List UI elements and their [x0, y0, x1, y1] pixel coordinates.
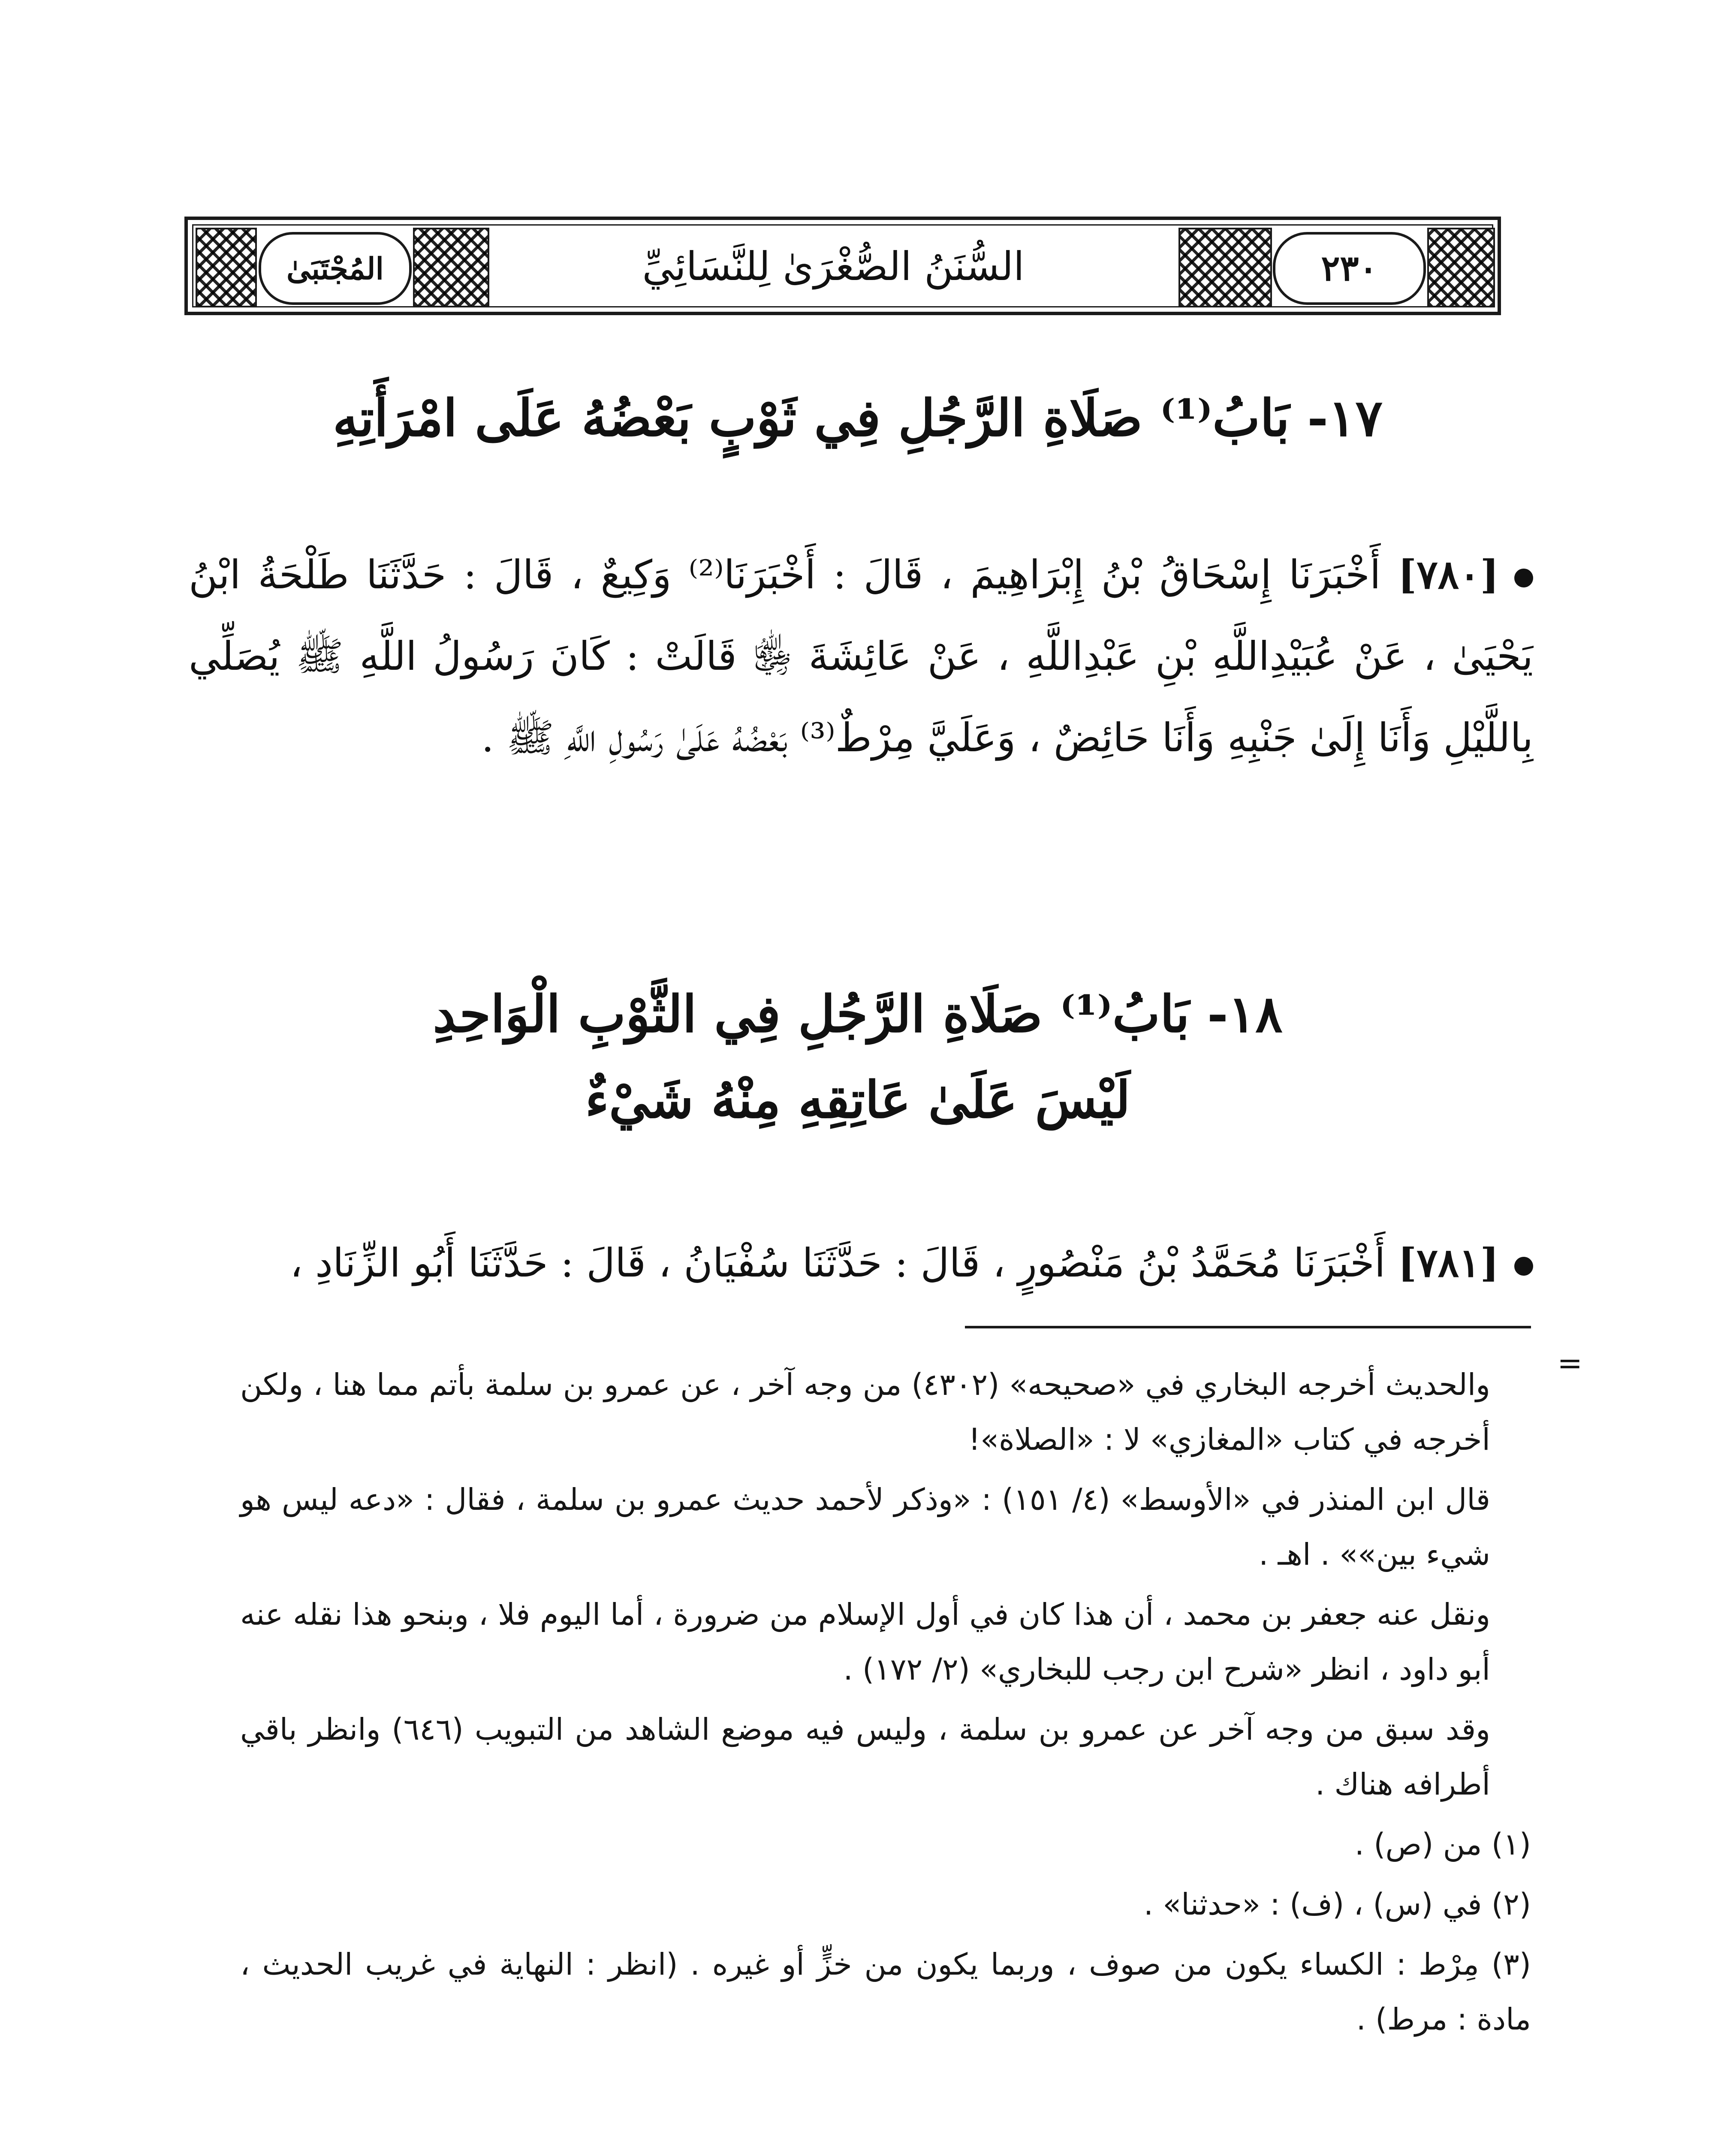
footnotes: [240, 1346, 1582, 2052]
footnote-paragraph: ونقل عنه جعفر بن محمد ، أن هذا كان في أول الإسلام من ضرورة ، أما اليوم فلا ، وبنحو هذا نقله عنه أبو داود ، انظر «شرح ابن رجب للبخاري» (٢/ ١٧٢) .: [240, 1597, 1490, 1687]
footnote-1: (١) من (ص) .: [1354, 1827, 1531, 1862]
hadith-780: [189, 534, 1533, 779]
running-title: السُّنَنُ الصُّغْرَىٰ لِلنَّسَائِيِّ: [642, 243, 1025, 289]
book-label-cartouche: [259, 232, 412, 305]
page-number-cartouche: [1273, 232, 1426, 305]
footnote-paragraph: والحديث أخرجه البخاري في «صحيحه» (٤٣٠٢) من وجه آخر ، عن عمرو بن سلمة بأتم مما هنا ، ولكن أخرجه في كتاب «المغازي» لا : «الصلاة»!: [240, 1367, 1490, 1457]
page-number: ٢٣٠: [1321, 248, 1378, 289]
hadith-text: أَخْبَرَنَا مُحَمَّدُ بْنُ مَنْصُورٍ ، قَالَ : حَدَّثَنَا سُفْيَانُ ، قَالَ : حَدَّثَنَا أَبُو الزِّنَادِ ،: [290, 1240, 1386, 1286]
chapter-heading-18-line1: ١٨- بَابُ⁽¹⁾ صَلَاةِ الرَّجُلِ فِي الثَّوْبِ الْوَاحِدِ: [433, 984, 1283, 1044]
ornament-left: [196, 228, 257, 307]
hadith-number: [٧٨٠]: [1398, 551, 1499, 598]
footnote-3: (٣) مِرْط : الكساء يكون من صوف ، وربما يكون من خزٍّ أو غيره . (انظر : النهاية في غريب الحديث ، مادة : مرط) .: [240, 1947, 1531, 2037]
footnote-divider: [965, 1326, 1531, 1328]
bullet-icon: [1514, 1257, 1533, 1276]
hadith-number: [٧٨١]: [1398, 1240, 1499, 1286]
continuation-mark: =: [1557, 1346, 1582, 1381]
footnote-paragraph: قال ابن المنذر في «الأوسط» (٤/ ١٥١) : «وذكر لأحمد حديث عمرو بن سلمة ، فقال : «دعه ليس هو شيء بين»» . اهـ .: [240, 1482, 1491, 1572]
bullet-icon: [1514, 569, 1533, 587]
ornament-right: [1427, 228, 1495, 307]
page-header: [184, 217, 1501, 315]
chapter-heading-18: [129, 971, 1587, 1143]
hadith-text: أَخْبَرَنَا إِسْحَاقُ بْنُ إِبْرَاهِيمَ ، قَالَ : أَخْبَرَنَا⁽²⁾ وَكِيعٌ ، قَالَ : حَدَّثَنَا طَلْحَةُ ابْنُ يَحْيَىٰ ، عَنْ عُبَيْدِاللَّهِ بْنِ عَبْدِاللَّهِ ، عَنْ عَائِشَةَ ﵂ قَالَتْ : كَانَ رَسُولُ اللَّهِ ﷺ يُصَلِّي بِاللَّيْلِ وَأَنَا إِلَىٰ جَنْبِهِ وَأَنَا حَائِضٌ ، وَعَلَيَّ مِرْطٌ⁽³⁾ بَعْضُهُ عَلَىٰ رَسُولِ اللَّهِ ﷺ .: [189, 552, 1533, 761]
book-label: المُجْتَبَىٰ: [286, 250, 384, 286]
ornament-mid-right: [1178, 228, 1272, 307]
hadith-781: [189, 1222, 1533, 1304]
footnote-paragraph: وقد سبق من وجه آخر عن عمرو بن سلمة ، وليس فيه موضع الشاهد من التبويب (٦٤٦) وانظر باقي أطرافه هناك .: [240, 1712, 1490, 1802]
chapter-heading-18-line2: لَيْسَ عَلَىٰ عَاتِقِهِ مِنْهُ شَيْءٌ: [585, 1070, 1130, 1129]
ornament-mid-left: [413, 228, 489, 307]
footnote-2: (٢) في (س) ، (ف) : «حدثنا» .: [1143, 1887, 1531, 1922]
chapter-heading-17: ١٧- بَابُ⁽¹⁾ صَلَاةِ الرَّجُلِ فِي ثَوْبٍ بَعْضُهُ عَلَى امْرَأَتِهِ: [333, 388, 1383, 448]
